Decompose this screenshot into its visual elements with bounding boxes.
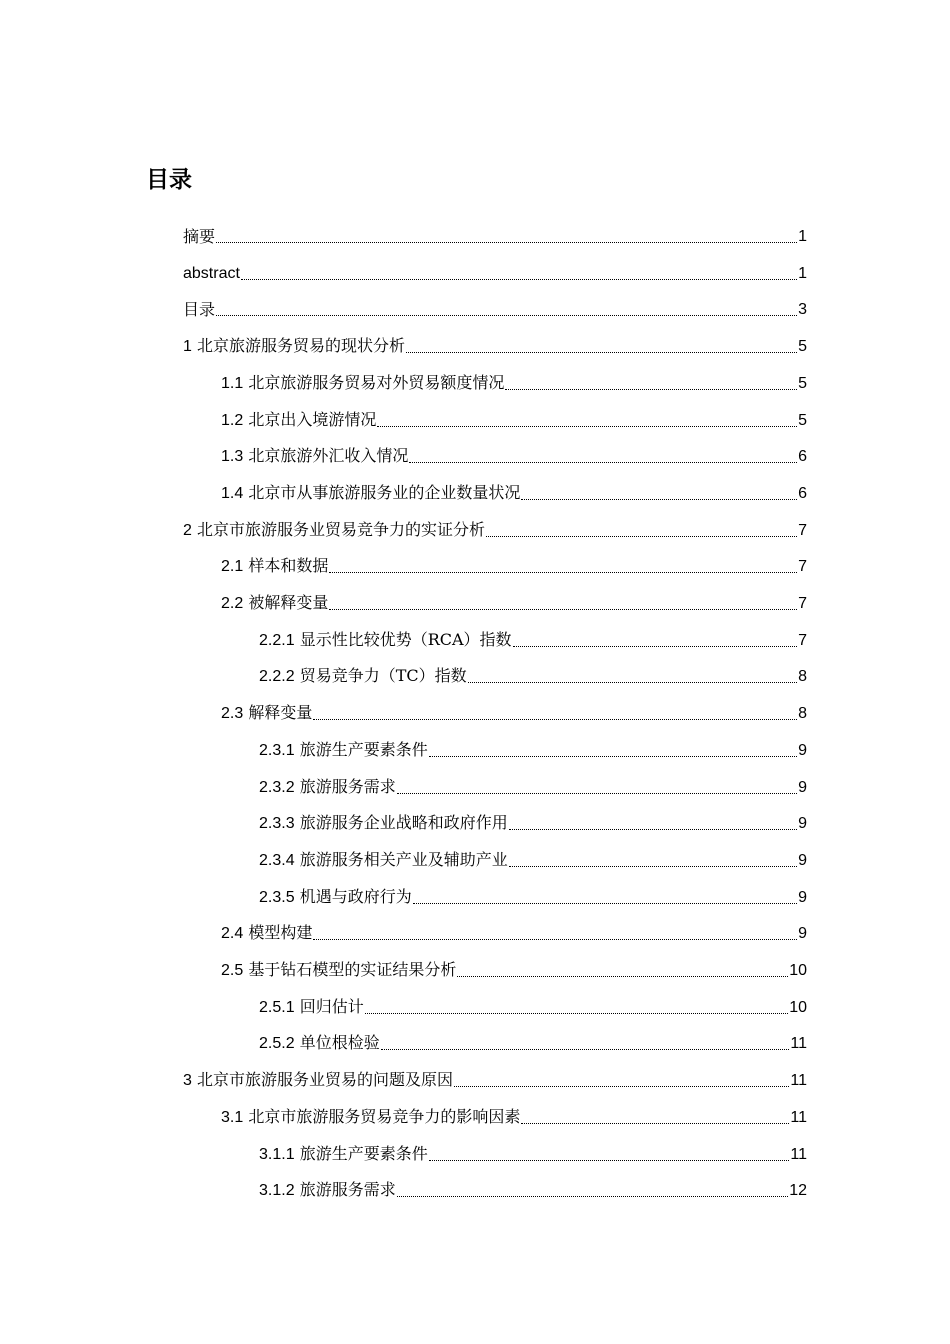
dot-leader	[457, 975, 788, 977]
toc-entry-text: 摘要	[183, 227, 216, 246]
toc-entry-number: 2.2.2	[259, 668, 295, 686]
toc-entry-text: 北京市旅游服务贸易竞争力的影响因素	[248, 1106, 521, 1126]
toc-entry[interactable]	[259, 835, 807, 871]
toc-entry-text: 旅游服务相关产业及辅助产业	[299, 849, 508, 869]
toc-entry[interactable]	[221, 358, 807, 394]
toc-entry[interactable]	[221, 1092, 807, 1128]
toc-entry-text: 贸易竞争力（TC）指数	[299, 666, 467, 686]
toc-entry-label	[183, 227, 215, 247]
dot-leader	[513, 645, 798, 647]
toc-entry-label	[259, 630, 512, 651]
toc-entry-text: 显示性比较优势（RCA）指数	[299, 629, 512, 649]
toc-entry-page-number: 10	[789, 962, 807, 979]
toc-entry-label	[183, 264, 240, 284]
toc-entry-text: 模型构建	[248, 923, 313, 943]
toc-entry-page-number: 9	[798, 888, 807, 906]
toc-entry-number: 2.5.2	[259, 1035, 295, 1053]
toc-entry-page-number: 7	[798, 558, 807, 576]
toc-entry-label	[259, 1144, 428, 1165]
dot-leader	[313, 938, 797, 940]
toc-entry-text: 旅游服务企业战略和政府作用	[299, 813, 508, 833]
toc-entry-page-number: 11	[790, 1145, 807, 1163]
toc-entry-text: abstract	[183, 264, 240, 282]
toc-entry[interactable]	[259, 1129, 807, 1165]
toc-entry-text: 基于钻石模型的实证结果分析	[248, 960, 457, 979]
toc-entry-number: 2.3.5	[259, 888, 295, 906]
toc-entry-number: 1.4	[221, 484, 244, 502]
dot-leader	[521, 498, 797, 500]
toc-entry-number: 2.3.3	[259, 815, 295, 833]
toc-entry[interactable]	[183, 505, 807, 541]
dot-leader	[241, 278, 797, 280]
dot-leader	[505, 388, 797, 390]
toc-entry-label	[259, 1180, 396, 1201]
toc-entry-number: 2.3.4	[259, 851, 295, 869]
toc-entry[interactable]	[183, 284, 807, 320]
toc-entry-label	[259, 777, 396, 798]
toc-entry[interactable]	[221, 541, 807, 577]
toc-entry-number: 2.1	[221, 558, 244, 576]
dot-leader	[406, 351, 797, 353]
toc-entry-label	[259, 666, 467, 687]
dot-leader	[329, 571, 797, 573]
toc-entry-number: 2.3.1	[259, 741, 295, 759]
dot-leader	[429, 755, 797, 757]
toc-entry-number: 3.1.2	[259, 1182, 295, 1200]
toc-entry[interactable]	[183, 248, 807, 284]
toc-entry-page-number: 3	[798, 301, 807, 319]
toc-entry[interactable]	[221, 578, 807, 614]
toc-entry-number: 2.4	[221, 925, 244, 943]
toc-entry-text: 机遇与政府行为	[299, 886, 412, 906]
toc-entry-text: 北京市旅游服务业贸易的问题及原因	[197, 1070, 454, 1090]
toc-entry[interactable]	[221, 688, 807, 724]
toc-entry-label	[221, 703, 312, 724]
dot-leader	[454, 1085, 789, 1087]
toc-entry-number: 1.1	[221, 374, 244, 392]
toc-entry-label	[259, 850, 508, 871]
toc-entry-label	[221, 373, 504, 394]
toc-entry[interactable]	[221, 945, 807, 981]
toc-entry[interactable]	[259, 615, 807, 651]
toc-entry-text: 旅游服务需求	[299, 776, 396, 796]
dot-leader	[509, 865, 797, 867]
dot-leader	[409, 461, 797, 463]
toc-entry[interactable]	[221, 431, 807, 467]
dot-leader	[365, 1012, 789, 1014]
toc-entry-page-number: 9	[798, 925, 807, 943]
toc-entry[interactable]	[259, 982, 807, 1018]
toc-entry-page-number: 9	[798, 778, 807, 796]
toc-entry-page-number: 1	[798, 228, 807, 245]
toc-entry[interactable]	[259, 1165, 807, 1201]
toc-entry-text: 样本和数据	[248, 556, 329, 576]
toc-entry-label	[221, 1107, 520, 1128]
toc-entry-page-number: 10	[789, 998, 807, 1016]
toc-title: 目录	[146, 167, 192, 193]
toc-entry-page-number: 6	[798, 448, 807, 466]
toc-entry-number: 2	[183, 521, 192, 539]
toc-entry-label	[259, 740, 428, 761]
toc-entry-number: 1.2	[221, 411, 244, 429]
toc-entry[interactable]	[259, 651, 807, 687]
toc-entry-text: 解释变量	[248, 703, 313, 723]
toc-entry-page-number: 8	[798, 668, 807, 686]
toc-entry-label	[221, 923, 312, 944]
dot-leader	[509, 828, 797, 830]
toc-entry-text: 目录	[183, 300, 216, 320]
dot-leader	[329, 608, 797, 610]
toc-entry-number: 3	[183, 1072, 192, 1090]
toc-entry-label	[221, 446, 408, 467]
toc-entry-page-number: 7	[798, 631, 807, 649]
dot-leader	[397, 1195, 789, 1197]
toc-entry-page-number: 11	[790, 1108, 807, 1126]
toc-entry-label	[221, 960, 456, 981]
toc-entry-label	[259, 1033, 380, 1054]
toc-entry[interactable]	[259, 1018, 807, 1054]
dot-leader	[521, 1122, 789, 1124]
dot-leader	[397, 792, 797, 794]
toc-entry-label	[221, 556, 328, 577]
toc-entry-number: 2.5.1	[259, 998, 295, 1016]
dot-leader	[216, 241, 797, 243]
toc-entry-label	[221, 483, 520, 504]
toc-entry-label	[183, 336, 405, 357]
toc-entry-page-number: 9	[798, 741, 807, 759]
toc-entry-label	[259, 813, 508, 834]
toc-entry-number: 2.2	[221, 595, 244, 612]
toc-entry-number: 3.1	[221, 1108, 244, 1126]
toc-entry[interactable]	[259, 872, 807, 908]
toc-entry-page-number: 5	[798, 374, 807, 392]
toc-entry[interactable]	[221, 468, 807, 504]
toc-entry-label	[221, 410, 376, 431]
dot-leader	[413, 902, 797, 904]
toc-entry-page-number: 5	[798, 338, 807, 356]
toc-entry-number: 2.3	[221, 705, 244, 723]
toc-entry-label	[183, 520, 485, 541]
toc-entry-label	[221, 593, 328, 614]
toc-entry-label	[259, 997, 364, 1018]
dot-leader	[486, 535, 797, 537]
toc-entry-page-number: 11	[790, 1072, 807, 1090]
dot-leader	[313, 718, 797, 720]
toc-entry-number: 2.3.2	[259, 778, 295, 796]
toc-entry-number: 2.2.1	[259, 631, 295, 649]
toc-entry-page-number: 9	[798, 851, 807, 869]
toc-entry-page-number: 12	[789, 1182, 807, 1200]
toc-entry-number: 2.5	[221, 962, 244, 979]
toc-entry-label	[183, 300, 215, 320]
toc-entry[interactable]	[183, 321, 807, 357]
toc-entry-label	[183, 1070, 453, 1091]
toc-entry-page-number: 7	[798, 595, 807, 612]
toc-entry-text: 北京市旅游服务业贸易竞争力的实证分析	[197, 519, 486, 539]
toc-entry-page-number: 7	[798, 521, 807, 539]
toc-entry-number: 3.1.1	[259, 1145, 295, 1163]
toc-entry-page-number: 8	[798, 705, 807, 723]
toc-entry-text: 被解释变量	[248, 593, 329, 612]
toc-entry-label	[259, 887, 412, 908]
dot-leader	[429, 1159, 790, 1161]
toc-entry-text: 回归估计	[299, 996, 364, 1016]
toc-entry[interactable]	[259, 798, 807, 834]
toc-entry-page-number: 5	[798, 411, 807, 429]
toc-entry-text: 北京旅游服务贸易的现状分析	[197, 336, 406, 356]
toc-entry-page-number: 11	[790, 1035, 807, 1053]
toc-entry[interactable]	[221, 395, 807, 431]
toc-entry-text: 北京出入境游情况	[248, 409, 377, 429]
toc-entry-page-number: 9	[798, 815, 807, 833]
toc-entry-number: 1.3	[221, 448, 244, 466]
toc-entry-page-number: 6	[798, 484, 807, 502]
dot-leader	[216, 314, 797, 316]
toc-entry-number: 1	[183, 338, 192, 356]
toc-entry-text: 旅游服务需求	[299, 1180, 396, 1200]
dot-leader	[381, 1048, 790, 1050]
toc-entry[interactable]	[259, 762, 807, 798]
toc-entry-text: 北京旅游服务贸易对外贸易额度情况	[248, 372, 505, 392]
toc-entry-text: 旅游生产要素条件	[299, 739, 428, 759]
toc-entry-text: 单位根检验	[299, 1033, 380, 1053]
toc-entry[interactable]	[183, 211, 807, 247]
toc-entry-page-number: 1	[798, 264, 807, 282]
toc-entry[interactable]	[183, 1055, 807, 1091]
toc-entry-text: 北京市从事旅游服务业的企业数量状况	[248, 482, 521, 502]
dot-leader	[377, 425, 797, 427]
toc-entry[interactable]	[221, 908, 807, 944]
toc-entry-text: 北京旅游外汇收入情况	[248, 446, 409, 466]
toc-entry[interactable]	[259, 725, 807, 761]
toc-entry-text: 旅游生产要素条件	[299, 1143, 428, 1163]
dot-leader	[468, 681, 797, 683]
